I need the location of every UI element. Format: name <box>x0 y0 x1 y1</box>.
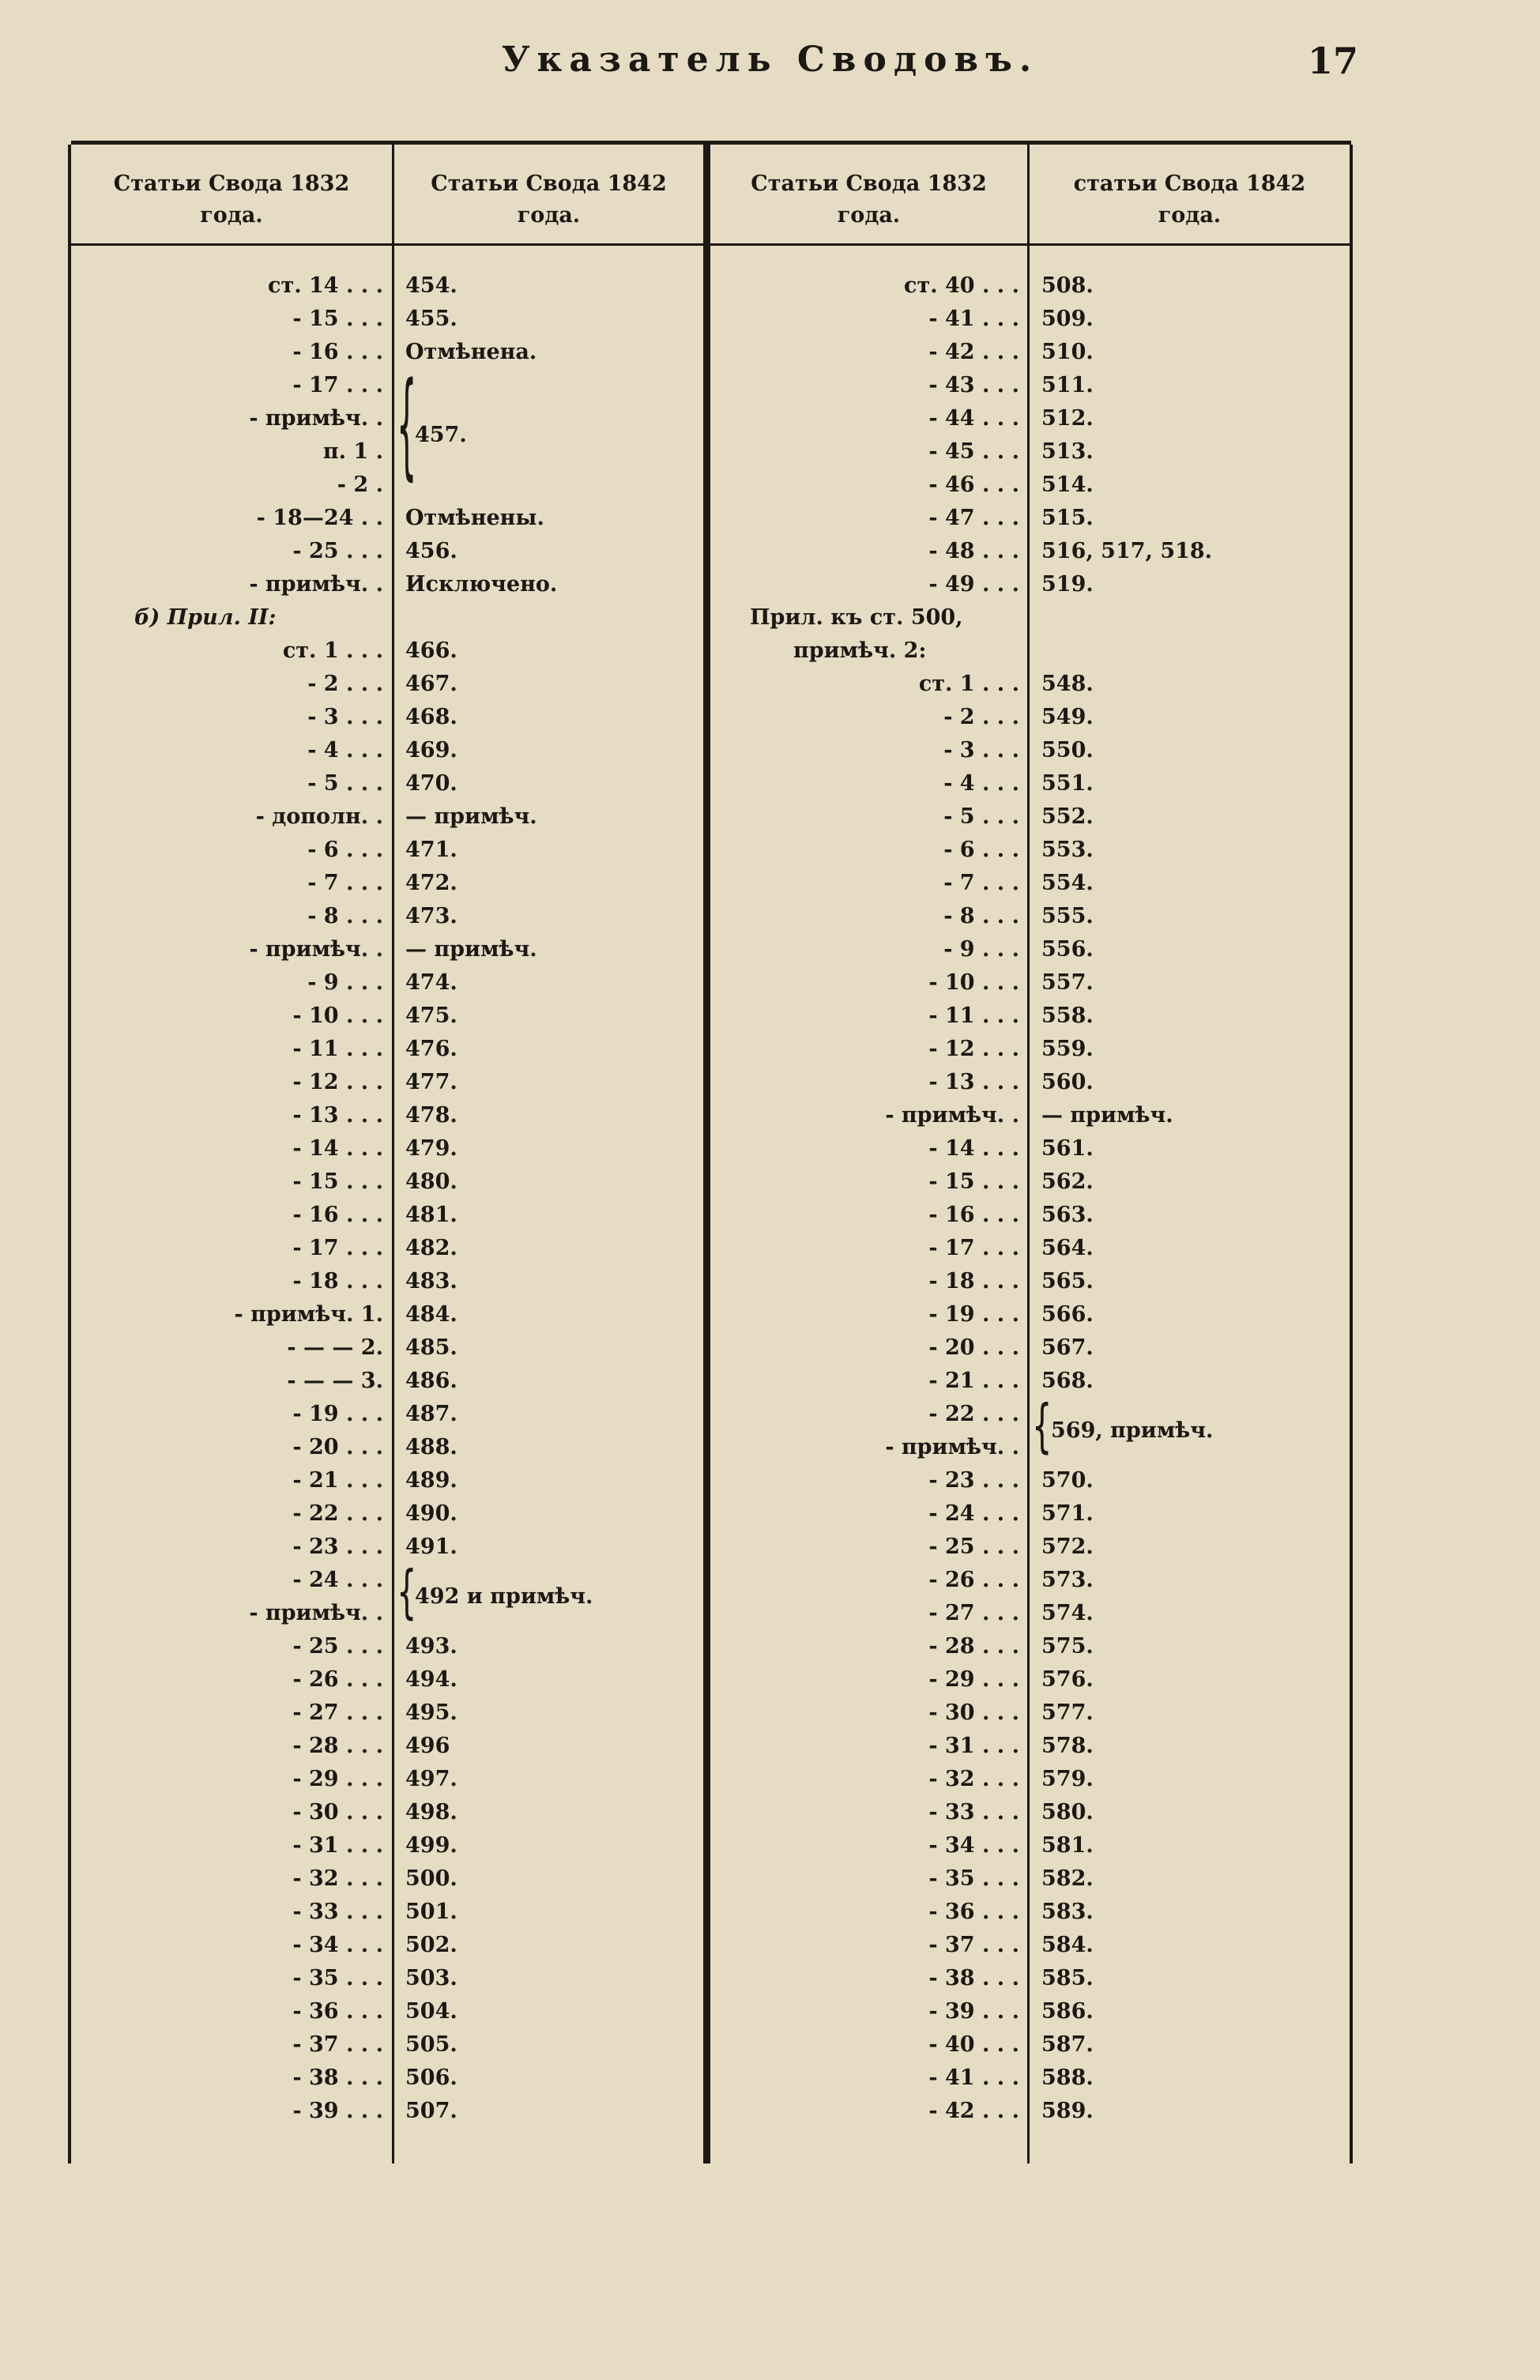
article-1842: 454. <box>405 273 457 298</box>
article-1842: Отмѣнена. <box>405 340 537 364</box>
article-1832: - 26 . . . <box>928 1568 1019 1592</box>
article-1832: - 40 . . . <box>928 2032 1019 2057</box>
article-1842: 494. <box>405 1667 457 1692</box>
article-1842: 571. <box>1041 1501 1094 1526</box>
article-1832: - 17 . . . <box>928 1236 1019 1260</box>
column-rule <box>1027 145 1030 2163</box>
article-1842: 566. <box>1041 1302 1094 1327</box>
article-1832: - 19 . . . <box>292 1402 383 1426</box>
article-1832: - 4 . . . <box>307 738 383 763</box>
column-header-1842-right: статьи Свода 1842 года. <box>1073 171 1306 228</box>
article-1832: - 22 . . . <box>928 1402 1019 1426</box>
column-header-1832-left: Статьи Свода 1832 года. <box>113 171 350 228</box>
article-1832: - примѣч. . <box>249 406 383 431</box>
article-1842: 501. <box>405 1900 457 1924</box>
article-1842: 589. <box>1041 2099 1094 2123</box>
article-1842: 506. <box>405 2066 457 2090</box>
article-1832: - 13 . . . <box>928 1070 1019 1094</box>
article-1842: 570. <box>1041 1468 1094 1493</box>
article-1832: - 12 . . . <box>928 1037 1019 1061</box>
article-1832: - дополн. . <box>255 804 383 829</box>
article-1832: - 19 . . . <box>928 1302 1019 1327</box>
header-rule <box>71 243 1350 246</box>
article-1832: - 39 . . . <box>928 1999 1019 2024</box>
article-1842: 585. <box>1041 1966 1094 1990</box>
article-1832: - 2 . . . <box>307 672 383 696</box>
article-1842: 553. <box>1041 838 1094 862</box>
article-1832: - — — 2. <box>287 1335 383 1360</box>
article-1832: - 6 . . . <box>943 838 1019 862</box>
article-1832: - 11 . . . <box>292 1037 383 1061</box>
article-1832: - 23 . . . <box>292 1535 383 1559</box>
article-1832: - 24 . . . <box>292 1568 383 1592</box>
page-header <box>0 40 1540 103</box>
article-1832: - 6 . . . <box>307 838 383 862</box>
article-1842: 510. <box>1041 340 1094 364</box>
article-1842: 560. <box>1041 1070 1094 1094</box>
article-1842: 476. <box>405 1037 457 1061</box>
article-1842: 549. <box>1041 705 1094 729</box>
article-1832: - 5 . . . <box>307 771 383 796</box>
article-1842: 550. <box>1041 738 1094 763</box>
article-1832: - 34 . . . <box>928 1833 1019 1858</box>
article-1832: - 15 . . . <box>292 307 383 331</box>
article-1842: 466. <box>405 638 457 663</box>
article-1832: - 31 . . . <box>292 1833 383 1858</box>
brace-icon: { <box>1032 1393 1052 1460</box>
table-rule-right <box>1350 145 1353 2163</box>
article-1832: - 36 . . . <box>292 1999 383 2024</box>
article-1842: 481. <box>405 1203 457 1227</box>
article-1842: 580. <box>1041 1800 1094 1825</box>
article-1832: - 2 . . . <box>943 705 1019 729</box>
article-1842: 514. <box>1041 473 1094 497</box>
article-1832: - 42 . . . <box>928 340 1019 364</box>
article-1832: - 13 . . . <box>292 1103 383 1128</box>
article-1842: 485. <box>405 1335 457 1360</box>
article-1832: - 45 . . . <box>928 439 1019 464</box>
article-1842: 556. <box>1041 937 1094 962</box>
article-1832: - 11 . . . <box>928 1004 1019 1028</box>
article-1832: - 25 . . . <box>928 1535 1019 1559</box>
article-1842: 552. <box>1041 804 1094 829</box>
article-1842: 507. <box>405 2099 457 2123</box>
article-1832: - 49 . . . <box>928 572 1019 597</box>
article-1842: 456. <box>405 539 457 563</box>
article-1842: 467. <box>405 672 457 696</box>
article-1832: - примѣч. . <box>249 937 383 962</box>
article-1832: - 16 . . . <box>292 340 383 364</box>
article-1832: - 14 . . . <box>292 1136 383 1161</box>
article-1842: Исключено. <box>405 572 558 597</box>
article-1842: 504. <box>405 1999 457 2024</box>
article-1842: 557. <box>1041 970 1094 995</box>
article-1842: 558. <box>1041 1004 1094 1028</box>
article-1832: - 16 . . . <box>292 1203 383 1227</box>
article-1832: - 24 . . . <box>928 1501 1019 1526</box>
article-1832: - 28 . . . <box>292 1734 383 1758</box>
article-1842: 574. <box>1041 1601 1094 1625</box>
article-1832: - 31 . . . <box>928 1734 1019 1758</box>
article-1832: - 48 . . . <box>928 539 1019 563</box>
article-1842: 513. <box>1041 439 1094 464</box>
section-heading: Прил. къ ст. 500, <box>750 605 963 630</box>
article-1842: 487. <box>405 1402 457 1426</box>
article-1832: - 33 . . . <box>928 1800 1019 1825</box>
article-1832: - 43 . . . <box>928 373 1019 397</box>
article-1832: - 4 . . . <box>943 771 1019 796</box>
article-1842: 586. <box>1041 1999 1094 2024</box>
bracketed-article-1842: 569, примѣч. <box>1051 1418 1214 1443</box>
article-1842: 469. <box>405 738 457 763</box>
section-heading: б) Прил. II: <box>134 605 277 630</box>
article-1842: 516, 517, 518. <box>1041 539 1213 563</box>
article-1832: - 3 . . . <box>307 705 383 729</box>
article-1842: 562. <box>1041 1169 1094 1194</box>
article-1832: - 37 . . . <box>928 1933 1019 1957</box>
article-1832: - примѣч. . <box>885 1103 1019 1128</box>
article-1842: 480. <box>405 1169 457 1194</box>
article-1842: 477. <box>405 1070 457 1094</box>
article-1832: - 22 . . . <box>292 1501 383 1526</box>
article-1842: 498. <box>405 1800 457 1825</box>
article-1832: - 18 . . . <box>292 1269 383 1294</box>
article-1842: 505. <box>405 2032 457 2057</box>
article-1832: - 33 . . . <box>292 1900 383 1924</box>
article-1842: 512. <box>1041 406 1094 431</box>
article-1842: 502. <box>405 1933 457 1957</box>
article-1842: 495. <box>405 1700 457 1725</box>
article-1842: 561. <box>1041 1136 1094 1161</box>
article-1842: 491. <box>405 1535 457 1559</box>
article-1842: 486. <box>405 1369 457 1393</box>
article-1842: 509. <box>1041 307 1094 331</box>
article-1842: 499. <box>405 1833 457 1858</box>
article-1842: 503. <box>405 1966 457 1990</box>
article-1832: - 10 . . . <box>292 1004 383 1028</box>
article-1842: 515. <box>1041 506 1094 530</box>
article-1842: 472. <box>405 871 457 895</box>
bracketed-article-1842: 492 и примѣч. <box>415 1584 593 1609</box>
article-1842: 577. <box>1041 1700 1094 1725</box>
article-1842: 479. <box>405 1136 457 1161</box>
article-1842: 555. <box>1041 904 1094 928</box>
column-rule <box>392 145 394 2163</box>
article-1842: 587. <box>1041 2032 1094 2057</box>
article-1842: 588. <box>1041 2066 1094 2090</box>
article-1842: 573. <box>1041 1568 1094 1592</box>
article-1832: - 26 . . . <box>292 1667 383 1692</box>
article-1842: 490. <box>405 1501 457 1526</box>
article-1832: - примѣч. . <box>249 1601 383 1625</box>
article-1832: - 3 . . . <box>943 738 1019 763</box>
article-1832: - 38 . . . <box>928 1966 1019 1990</box>
article-1842: 548. <box>1041 672 1094 696</box>
article-1832: - 30 . . . <box>292 1800 383 1825</box>
article-1842: 559. <box>1041 1037 1094 1061</box>
article-1842: 496 <box>405 1734 450 1758</box>
article-1832: - 18—24 . . <box>256 506 383 530</box>
article-1842: 508. <box>1041 273 1094 298</box>
article-1832: - 18 . . . <box>928 1269 1019 1294</box>
article-1842: 519. <box>1041 572 1094 597</box>
article-1832: - 34 . . . <box>292 1933 383 1957</box>
article-1832: - 42 . . . <box>928 2099 1019 2123</box>
article-1842: 488. <box>405 1435 457 1459</box>
article-1842: 470. <box>405 771 457 796</box>
column-header-1832-right: Статьи Свода 1832 года. <box>751 171 987 228</box>
article-1832: - 27 . . . <box>928 1601 1019 1625</box>
article-1832: - 8 . . . <box>307 904 383 928</box>
article-1832: - примѣч. . <box>885 1435 1019 1459</box>
article-1832: - 9 . . . <box>943 937 1019 962</box>
article-1842: 579. <box>1041 1767 1094 1791</box>
article-1832: - 17 . . . <box>292 373 383 397</box>
article-1832: - 9 . . . <box>307 970 383 995</box>
article-1832: - 23 . . . <box>928 1468 1019 1493</box>
brace-icon: { <box>397 1559 417 1626</box>
article-1832: - 29 . . . <box>928 1667 1019 1692</box>
article-1842: 581. <box>1041 1833 1094 1858</box>
article-1842: 575. <box>1041 1634 1094 1659</box>
article-1842: 578. <box>1041 1734 1094 1758</box>
article-1842: 474. <box>405 970 457 995</box>
article-1842: 564. <box>1041 1236 1094 1260</box>
article-1832: - 35 . . . <box>928 1866 1019 1891</box>
article-1842: 478. <box>405 1103 457 1128</box>
article-1832: - 16 . . . <box>928 1203 1019 1227</box>
article-1842: — примѣч. <box>405 804 537 829</box>
article-1832: п. 1 . <box>322 439 383 464</box>
article-1832: - 27 . . . <box>292 1700 383 1725</box>
index-table <box>71 141 1351 2163</box>
article-1832: - 41 . . . <box>928 2066 1019 2090</box>
article-1832: - 39 . . . <box>292 2099 383 2123</box>
article-1842: — примѣч. <box>1041 1103 1173 1128</box>
article-1832: - 8 . . . <box>943 904 1019 928</box>
article-1832: - 20 . . . <box>928 1335 1019 1360</box>
article-1842: 484. <box>405 1302 457 1327</box>
article-1832: - 29 . . . <box>292 1767 383 1791</box>
page-number: 17 <box>1307 40 1358 82</box>
article-1832: - 47 . . . <box>928 506 1019 530</box>
article-1832: - примѣч. . <box>249 572 383 597</box>
article-1832: - 36 . . . <box>928 1900 1019 1924</box>
article-1832: - 10 . . . <box>928 970 1019 995</box>
article-1842: 567. <box>1041 1335 1094 1360</box>
article-1832: - 38 . . . <box>292 2066 383 2090</box>
article-1832: - 44 . . . <box>928 406 1019 431</box>
article-1842: 475. <box>405 1004 457 1028</box>
article-1842: — примѣч. <box>405 937 537 962</box>
article-1832: - 30 . . . <box>928 1700 1019 1725</box>
article-1842: 497. <box>405 1767 457 1791</box>
article-1832: ст. 1 . . . <box>282 638 383 663</box>
article-1832: - 25 . . . <box>292 539 383 563</box>
article-1832: - 7 . . . <box>307 871 383 895</box>
article-1832: ст. 40 . . . <box>904 273 1019 298</box>
article-1832: - 46 . . . <box>928 473 1019 497</box>
article-1842: 473. <box>405 904 457 928</box>
article-1842: 511. <box>1041 373 1094 397</box>
article-1842: 471. <box>405 838 457 862</box>
article-1832: - 21 . . . <box>292 1468 383 1493</box>
article-1832: - 28 . . . <box>928 1634 1019 1659</box>
article-1832: - 35 . . . <box>292 1966 383 1990</box>
brace-icon: { <box>397 360 417 493</box>
article-1832: - 41 . . . <box>928 307 1019 331</box>
article-1832: ст. 1 . . . <box>918 672 1019 696</box>
article-1832: - 14 . . . <box>928 1136 1019 1161</box>
article-1842: 468. <box>405 705 457 729</box>
article-1842: 551. <box>1041 771 1094 796</box>
section-heading: примѣч. 2: <box>793 638 927 663</box>
article-1832: - 25 . . . <box>292 1634 383 1659</box>
article-1832: - 15 . . . <box>292 1169 383 1194</box>
article-1842: 500. <box>405 1866 457 1891</box>
article-1832: - 21 . . . <box>928 1369 1019 1393</box>
article-1832: - 17 . . . <box>292 1236 383 1260</box>
article-1842: 489. <box>405 1468 457 1493</box>
article-1842: 584. <box>1041 1933 1094 1957</box>
article-1832: ст. 14 . . . <box>268 273 383 298</box>
article-1842: 565. <box>1041 1269 1094 1294</box>
article-1832: - 5 . . . <box>943 804 1019 829</box>
article-1842: 482. <box>405 1236 457 1260</box>
article-1832: - 12 . . . <box>292 1070 383 1094</box>
article-1842: 483. <box>405 1269 457 1294</box>
article-1832: - примѣч. 1. <box>234 1302 383 1327</box>
article-1832: - 37 . . . <box>292 2032 383 2057</box>
article-1842: 493. <box>405 1634 457 1659</box>
article-1832: - 2 . <box>337 473 383 497</box>
article-1842: 563. <box>1041 1203 1094 1227</box>
article-1842: 568. <box>1041 1369 1094 1393</box>
article-1832: - — — 3. <box>287 1369 383 1393</box>
article-1832: - 20 . . . <box>292 1435 383 1459</box>
article-1842: 582. <box>1041 1866 1094 1891</box>
article-1832: - 15 . . . <box>928 1169 1019 1194</box>
article-1842: 455. <box>405 307 457 331</box>
article-1832: - 32 . . . <box>292 1866 383 1891</box>
article-1842: 583. <box>1041 1900 1094 1924</box>
article-1842: 572. <box>1041 1535 1094 1559</box>
article-1842: Отмѣнены. <box>405 506 544 530</box>
running-title: Указатель Сводовъ. <box>501 40 1039 80</box>
article-1832: - 7 . . . <box>943 871 1019 895</box>
article-1832: - 32 . . . <box>928 1767 1019 1791</box>
column-header-1842-left: Статьи Свода 1842 года. <box>431 171 667 228</box>
bracketed-article-1842: 457. <box>415 423 467 447</box>
article-1842: 554. <box>1041 871 1094 895</box>
article-1842: 576. <box>1041 1667 1094 1692</box>
